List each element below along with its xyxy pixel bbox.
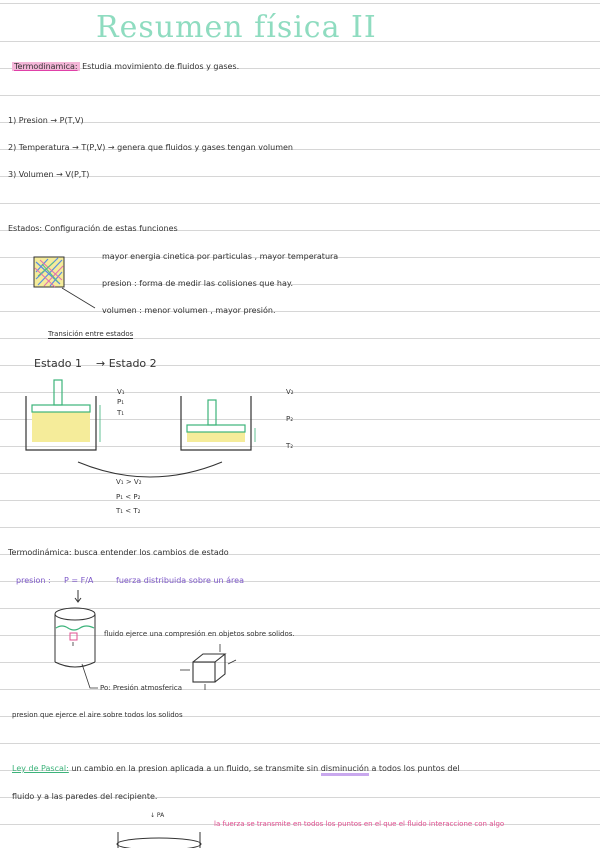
relation-v: V₁ > V₂ [116, 478, 142, 486]
pascal-underline: disminución [321, 764, 369, 776]
container-estado-1 [26, 380, 100, 450]
right-label-t: T₂ [286, 442, 294, 450]
variable-temperatura: 2) Temperatura → T(P,V) → genera que fluidos y gases tengan volumen [8, 143, 293, 152]
particle-box [34, 257, 95, 308]
pascal-note: la fuerza se transmite en todos los puntos en el que el fluido interaccione con algo [214, 820, 505, 828]
transition-arc [78, 462, 222, 477]
estados-heading: Estados: Configuración de estas funciones [8, 224, 178, 233]
presion-label: presion : [16, 576, 51, 585]
pascal-text-2: a todos los puntos del [371, 764, 460, 773]
pascal-term: Ley de Pascal: [12, 764, 69, 773]
pascal-line-1 [12, 764, 460, 773]
container-estado-2 [181, 396, 255, 450]
pascal-text-1: un cambio en la presion aplicada a un fluido, se transmite sin [71, 764, 319, 773]
cube [180, 644, 236, 690]
intro-desc: Estudia movimiento de fluidos y gases. [82, 62, 240, 71]
transition-label: Transición entre estados [48, 330, 134, 338]
estado-2-label: → Estado 2 [96, 357, 157, 370]
variable-presion: 1) Presion → P(T,V) [8, 116, 84, 125]
left-label-t: T₁ [117, 409, 125, 417]
estados-note-presion: presion : forma de medir las colisiones que hay. [102, 279, 294, 288]
aire-note: presion que ejerce el aire sobre todos los solidos [12, 711, 183, 719]
termodinamica-cambios: Termodinámica: busca entender los cambios de estado [8, 548, 229, 557]
pascal-container [117, 832, 201, 848]
estado-1-label: Estado 1 [34, 357, 82, 370]
fluid-note: fluido ejerce una compresión en objetos sobre solidos. [104, 630, 295, 638]
left-label-v: V₁ [117, 388, 125, 396]
presion-desc: fuerza distribuida sobre un área [116, 576, 244, 585]
relation-t: T₁ < T₂ [116, 507, 141, 515]
estados-note-energia: mayor energia cinetica por particulas , mayor temperatura [102, 252, 339, 261]
pascal-line-2: fluido y a las paredes del recipiente. [12, 792, 158, 801]
estados-note-volumen: volumen : menor volumen , mayor presión. [102, 306, 276, 315]
relation-p: P₁ < P₂ [116, 493, 141, 501]
pa-label: ↓ PA [150, 812, 165, 819]
presion-formula: P = F/A [64, 576, 94, 585]
variable-volumen: 3) Volumen → V(P,T) [8, 170, 90, 179]
right-label-v: V₂ [286, 388, 294, 396]
page-title: Resumen física II [96, 10, 377, 45]
right-label-p: P₂ [286, 415, 294, 423]
termodinamica-term: Termodinamica: [14, 62, 78, 71]
atm-label: Po: Presión atmosferica [100, 684, 183, 692]
left-label-p: P₁ [117, 398, 125, 406]
cylinder [55, 608, 98, 688]
